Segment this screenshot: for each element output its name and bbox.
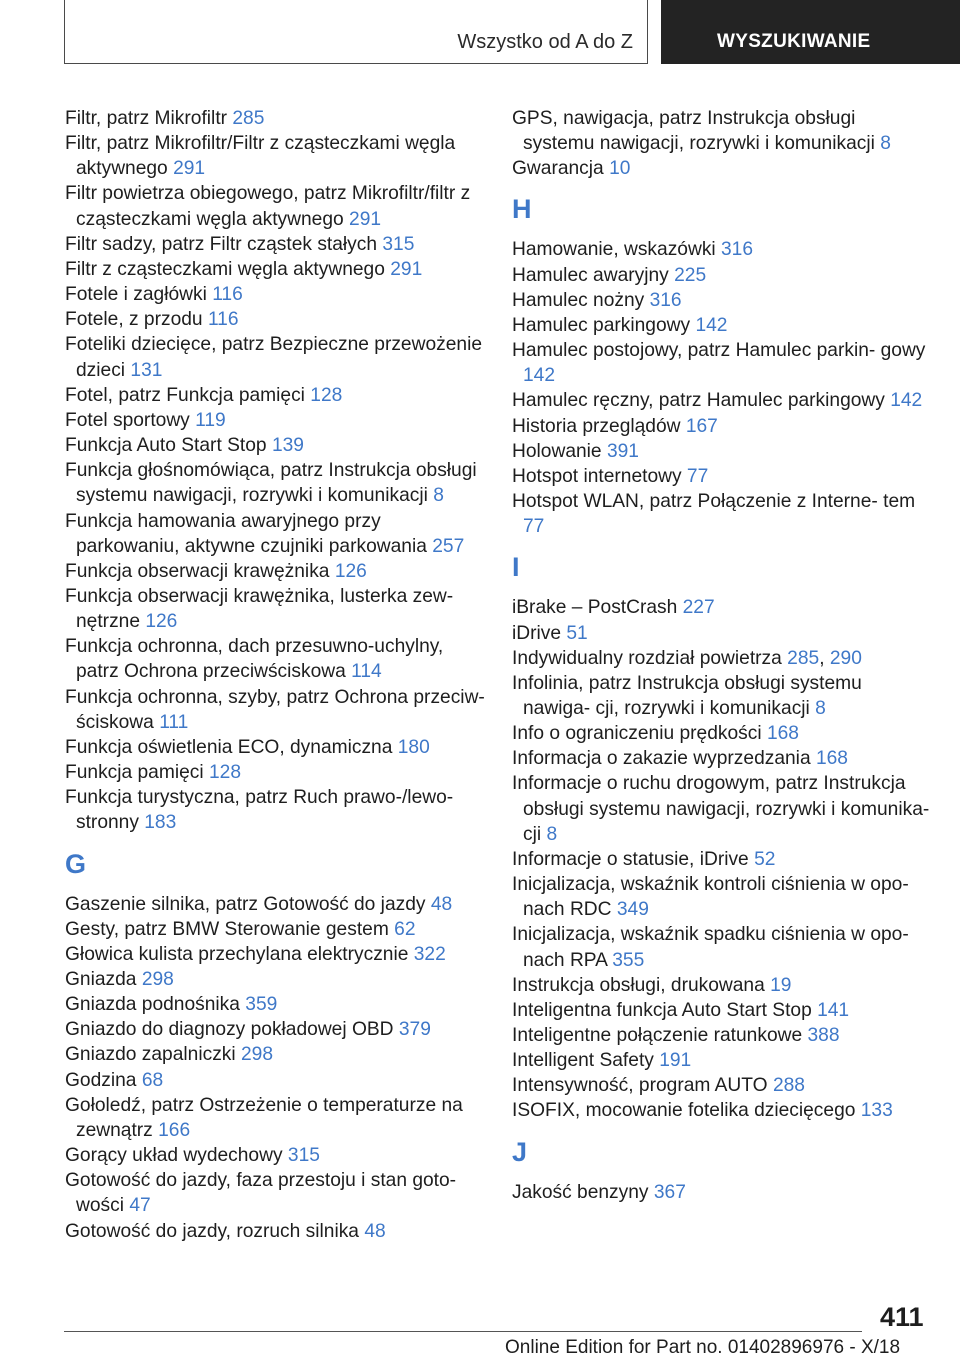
page-link[interactable]: 291 <box>390 258 423 280</box>
page-link[interactable]: 379 <box>398 1019 431 1041</box>
page-link[interactable]: 133 <box>860 1100 893 1122</box>
index-entry-text: Filtr sadzy, patrz Filtr cząstek stałych <box>65 233 378 255</box>
page-link[interactable]: 315 <box>287 1145 320 1167</box>
index-entry-text: Intensywność, program AUTO <box>512 1075 768 1097</box>
page-link[interactable]: 167 <box>685 415 718 437</box>
page-link[interactable]: 316 <box>721 239 754 261</box>
page-link[interactable]: 131 <box>130 359 163 381</box>
index-entry-text: Hamulec postojowy, patrz Hamulec parkin‐ gowy <box>512 340 926 362</box>
index-entry-text: Funkcja ochronna, szyby, patrz Ochrona przeciw‐ ściskowa <box>65 686 485 733</box>
index-column-right <box>512 106 932 1205</box>
index-entry <box>65 509 485 559</box>
index-entry-text: Gniazdo zapalniczki <box>65 1044 236 1066</box>
index-entry <box>512 388 932 413</box>
index-entry-text: Hamulec parkingowy <box>512 314 691 336</box>
index-entry <box>512 595 932 620</box>
index-entry-text: GPS, nawigacja, patrz Instrukcja obsługi systemu nawigacji, rozrywki i komunikacji <box>512 108 875 155</box>
index-entry-text: Infolinia, patrz Instrukcja obsługi systemu nawiga‐ cji, rozrywki i komunikacji <box>512 672 862 719</box>
index-entry-text: Gaszenie silnika, patrz Gotowość do jazdy <box>65 893 426 915</box>
page-link[interactable]: 141 <box>817 999 850 1021</box>
index-entry <box>65 1017 485 1042</box>
index-entry <box>512 922 932 972</box>
index-entry-text: Informacje o ruchu drogowym, patrz Instrukcja obsługi systemu nawigacji, rozrywki i komunika‐ cji <box>512 773 930 845</box>
index-entry <box>65 1042 485 1067</box>
page-link[interactable]: 48 <box>430 893 453 915</box>
index-entry-text: Inteligentna funkcja Auto Start Stop <box>512 999 812 1021</box>
index-entry-text: iBrake – PostCrash <box>512 597 678 619</box>
page-link[interactable]: 168 <box>766 723 799 745</box>
index-entry-text: Fotele, z przodu <box>65 309 203 331</box>
page-link[interactable]: 8 <box>815 697 826 719</box>
index-entry <box>65 584 485 634</box>
index-entry <box>512 489 932 539</box>
index-entry-text: Filtr powietrza obiegowego, patrz Mikrofiltr/filtr z cząsteczkami węgla aktywnego <box>65 183 471 230</box>
index-entry-text: Gołoledź, patrz Ostrzeżenie o temperaturze na zewnątrz <box>65 1094 463 1141</box>
page-link[interactable]: 8 <box>880 133 891 155</box>
page-number: 411 <box>880 1302 924 1332</box>
index-entry <box>65 1168 485 1218</box>
index-entry-text: Funkcja pamięci <box>65 762 204 784</box>
index-entry-text: Inicjalizacja, wskaźnik spadku ciśnienia w opo‐ nach RPA <box>512 924 909 971</box>
section-letter: J <box>512 1136 528 1167</box>
page-link[interactable]: 359 <box>245 994 278 1016</box>
index-entry-text: ISOFIX, mocowanie fotelika dziecięcego <box>512 1100 856 1122</box>
page-link[interactable]: 290 <box>829 647 862 669</box>
index-entry <box>512 106 932 156</box>
index-entry <box>512 1023 932 1048</box>
index-entry <box>512 621 932 646</box>
page-link[interactable]: 288 <box>772 1075 805 1097</box>
page-link[interactable]: 298 <box>241 1044 274 1066</box>
index-entry-text: Fotel, patrz Funkcja pamięci <box>65 384 305 406</box>
page-link[interactable]: 180 <box>397 736 430 758</box>
index-entry-text: Hamulec awaryjny <box>512 264 669 286</box>
index-entry-text: Funkcja turystyczna, patrz Ruch prawo-/lewo‐ stronny <box>65 787 454 834</box>
index-entry-text: Inteligentne połączenie ratunkowe <box>512 1025 803 1046</box>
page-link[interactable]: 227 <box>682 597 715 619</box>
index-entry <box>65 383 485 408</box>
index-entry-text: Holowanie <box>512 440 602 462</box>
index-entry <box>65 433 485 458</box>
page-link[interactable]: 166 <box>158 1119 191 1141</box>
page-link[interactable]: 52 <box>754 848 776 870</box>
index-entry-text: Filtr, patrz Mikrofiltr/Filtr z cząsteczkami węgla aktywnego <box>65 133 456 180</box>
index-entry <box>65 408 485 433</box>
page-link[interactable]: 142 <box>523 365 556 387</box>
page-link[interactable]: 225 <box>674 264 707 286</box>
index-entry <box>512 746 932 771</box>
page-link[interactable]: 8 <box>546 823 558 845</box>
index-entry <box>512 1073 932 1098</box>
index-entry <box>65 307 485 332</box>
index-entry <box>65 1219 485 1244</box>
index-entry-text: Fotel sportowy <box>65 409 190 431</box>
footer-edition-text: Online Edition for Part no. 01402896976 - X/18 <box>505 1337 901 1358</box>
page-link[interactable]: 139 <box>271 435 304 457</box>
index-entry <box>65 131 485 181</box>
index-entry <box>512 313 932 338</box>
page-link[interactable]: 128 <box>310 384 343 406</box>
section-letter: G <box>65 848 87 879</box>
index-entry-text: Funkcja ochronna, dach przesuwno-uchylny, patrz Ochrona przeciwściskowa <box>65 636 444 683</box>
index-entry-text: Informacja o zakazie wyprzedzania <box>512 748 811 770</box>
index-entry <box>65 967 485 992</box>
index-entry-text: Filtr, patrz Mikrofiltr <box>65 108 228 129</box>
index-entry <box>512 156 932 181</box>
index-entry-text: Funkcja Auto Start Stop <box>65 435 267 457</box>
index-entry <box>65 917 485 942</box>
index-entry <box>512 771 932 846</box>
index-entry <box>65 785 485 835</box>
index-entry-text: Info o ograniczeniu prędkości <box>512 723 762 745</box>
index-entry <box>512 338 932 388</box>
index-entry: Indywidualny rozdział powietrza 285, 290 <box>512 647 862 669</box>
page-link[interactable]: 19 <box>770 974 792 996</box>
page-link[interactable]: 291 <box>349 208 382 230</box>
index-entry <box>65 559 485 584</box>
index-entry-text: Inicjalizacja, wskaźnik kontroli ciśnienia w opo‐ nach RDC <box>512 874 909 921</box>
page-link[interactable]: 257 <box>432 535 465 557</box>
tab-search-label: WYSZUKIWANIE <box>717 31 871 52</box>
index-entry-text: Gesty, patrz BMW Sterowanie gestem <box>65 918 389 940</box>
index-entry-text: Funkcja głośnomówiąca, patrz Instrukcja obsługi systemu nawigacji, rozrywki i komunikacji <box>65 460 477 507</box>
section-letter: H <box>512 194 532 225</box>
index-entry <box>512 237 932 262</box>
index-entry <box>512 288 932 313</box>
index-entry <box>65 992 485 1017</box>
index-entry <box>65 735 485 760</box>
index-entry-text: Filtr z cząsteczkami węgla aktywnego <box>65 258 385 280</box>
index-entry <box>512 1098 932 1123</box>
footer-divider <box>64 1331 862 1332</box>
page-link[interactable]: 349 <box>616 899 649 921</box>
page-link[interactable]: 51 <box>566 622 588 644</box>
page-link[interactable]: 367 <box>653 1181 686 1203</box>
section-letter: I <box>512 552 520 583</box>
index-entry <box>512 1048 932 1073</box>
page-link[interactable]: 10 <box>609 158 631 180</box>
index-entry <box>512 464 932 489</box>
index-entry-text: Gniazdo do diagnozy pokładowej OBD <box>65 1019 394 1041</box>
index-entry-text: Hamulec nożny <box>512 289 645 311</box>
page-header <box>0 0 960 66</box>
index-entry-text: Jakość benzyny <box>512 1181 649 1203</box>
index-entry-text: Gorący układ wydechowy <box>65 1145 283 1167</box>
page-link[interactable]: 298 <box>141 969 174 990</box>
index-entry <box>65 634 485 684</box>
page-link[interactable]: 315 <box>382 233 415 255</box>
tab-search[interactable] <box>661 0 960 64</box>
index-entry <box>65 282 485 307</box>
index-entry-text: Intelligent Safety <box>512 1050 654 1072</box>
page-link[interactable]: 62 <box>394 918 416 940</box>
page-link[interactable]: 126 <box>334 560 367 582</box>
index-entry-text: Gotowość do jazdy, rozruch silnika <box>65 1220 359 1242</box>
index-entry <box>65 685 485 735</box>
index-entry-text: Indywidualny rozdział powietrza <box>512 647 782 669</box>
tab-a-to-z[interactable] <box>64 0 648 64</box>
index-column-left <box>65 106 485 1244</box>
index-entry <box>65 181 485 231</box>
index-entry-text: Godzina <box>65 1069 137 1091</box>
index-entry <box>65 1143 485 1168</box>
index-entry-text: Hamowanie, wskazówki <box>512 239 716 261</box>
index-entry <box>65 332 485 382</box>
index-entry <box>512 1180 932 1205</box>
index-entry <box>65 458 485 508</box>
index-entry <box>65 1093 485 1143</box>
index-entry <box>512 263 932 288</box>
index-entry <box>512 872 932 922</box>
index-entry <box>512 998 932 1023</box>
index-entry-text: Funkcja obserwacji krawężnika, lusterka zew‐ nętrzne <box>65 585 454 633</box>
page-link[interactable]: 128 <box>208 762 241 784</box>
page-link[interactable]: 191 <box>659 1050 692 1072</box>
page-link[interactable]: 77 <box>523 516 545 538</box>
index-entry <box>65 760 485 785</box>
page-link[interactable]: 126 <box>145 611 178 633</box>
index-entry <box>65 106 485 131</box>
page-link[interactable]: 114 <box>351 661 382 683</box>
page-link[interactable]: 183 <box>144 812 177 834</box>
page-link[interactable]: 142 <box>890 390 923 412</box>
index-entry-text: Historia przeglądów <box>512 415 681 437</box>
page-link[interactable]: 316 <box>649 289 682 311</box>
index-entry-text: Informacje o statusie, iDrive <box>512 848 749 870</box>
page-link[interactable]: 355 <box>612 949 645 971</box>
index-entry-text: Instrukcja obsługi, drukowana <box>512 974 765 996</box>
index-entry-text: Gniazda <box>65 969 137 990</box>
page-link[interactable]: 77 <box>686 465 709 487</box>
index-entry <box>512 973 932 998</box>
page-link[interactable]: 391 <box>606 440 639 462</box>
page-link[interactable]: 119 <box>195 409 226 431</box>
page-link[interactable]: 116 <box>207 309 239 331</box>
index-entry-text: Funkcja obserwacji krawężnika <box>65 560 330 582</box>
page-link[interactable]: 47 <box>129 1195 151 1217</box>
index-entry <box>512 439 932 464</box>
index-entry <box>65 892 485 917</box>
index-entry-text: Głowica kulista przechylana elektrycznie <box>65 943 409 965</box>
index-entry <box>65 232 485 257</box>
page-link[interactable]: 285 <box>787 647 820 669</box>
index-entry <box>512 721 932 746</box>
index-entry <box>512 671 932 721</box>
index-entry-text: Funkcja oświetlenia ECO, dynamiczna <box>65 736 393 758</box>
page-link[interactable]: 8 <box>433 485 444 507</box>
index-entry-text: Hotspot internetowy <box>512 465 682 487</box>
page-link[interactable]: 116 <box>212 284 243 306</box>
index-entry-text: Gwarancja <box>512 158 604 180</box>
tab-a-to-z-label: Wszystko od A do Z <box>457 31 633 53</box>
index-entry-text: iDrive <box>512 622 562 644</box>
index-entry <box>65 942 485 967</box>
page-link[interactable]: 48 <box>364 1220 386 1242</box>
index-entry-text: Funkcja hamowania awaryjnego przy parkowaniu, aktywne czujniki parkowania <box>65 510 427 557</box>
page-link[interactable]: 142 <box>695 314 728 336</box>
index-entry <box>65 257 485 282</box>
page-link[interactable]: 68 <box>141 1069 164 1091</box>
page-link[interactable]: 285 <box>232 108 265 129</box>
index-entry-text: Gotowość do jazdy, faza przestoju i stan goto‐ wości <box>65 1170 457 1217</box>
index-entry <box>512 847 932 872</box>
index-entry-text: Gniazda podnośnika <box>65 994 240 1016</box>
index-entry-text: Fotele i zagłówki <box>65 284 207 306</box>
index-entry <box>65 1068 485 1093</box>
index-entry-text: Hamulec ręczny, patrz Hamulec parkingowy <box>512 390 885 412</box>
page-link[interactable]: 111 <box>159 711 189 733</box>
page-link[interactable]: 388 <box>807 1025 840 1046</box>
page-link[interactable]: 168 <box>815 748 848 770</box>
index-entry-text: Foteliki dziecięce, patrz Bezpieczne przewożenie dzieci <box>65 334 483 381</box>
page-link[interactable]: 291 <box>173 158 206 180</box>
page-link[interactable]: 322 <box>413 943 446 965</box>
index-entry-text: Hotspot WLAN, patrz Połączenie z Interne‐ tem <box>512 491 916 513</box>
index-entry <box>512 414 932 439</box>
